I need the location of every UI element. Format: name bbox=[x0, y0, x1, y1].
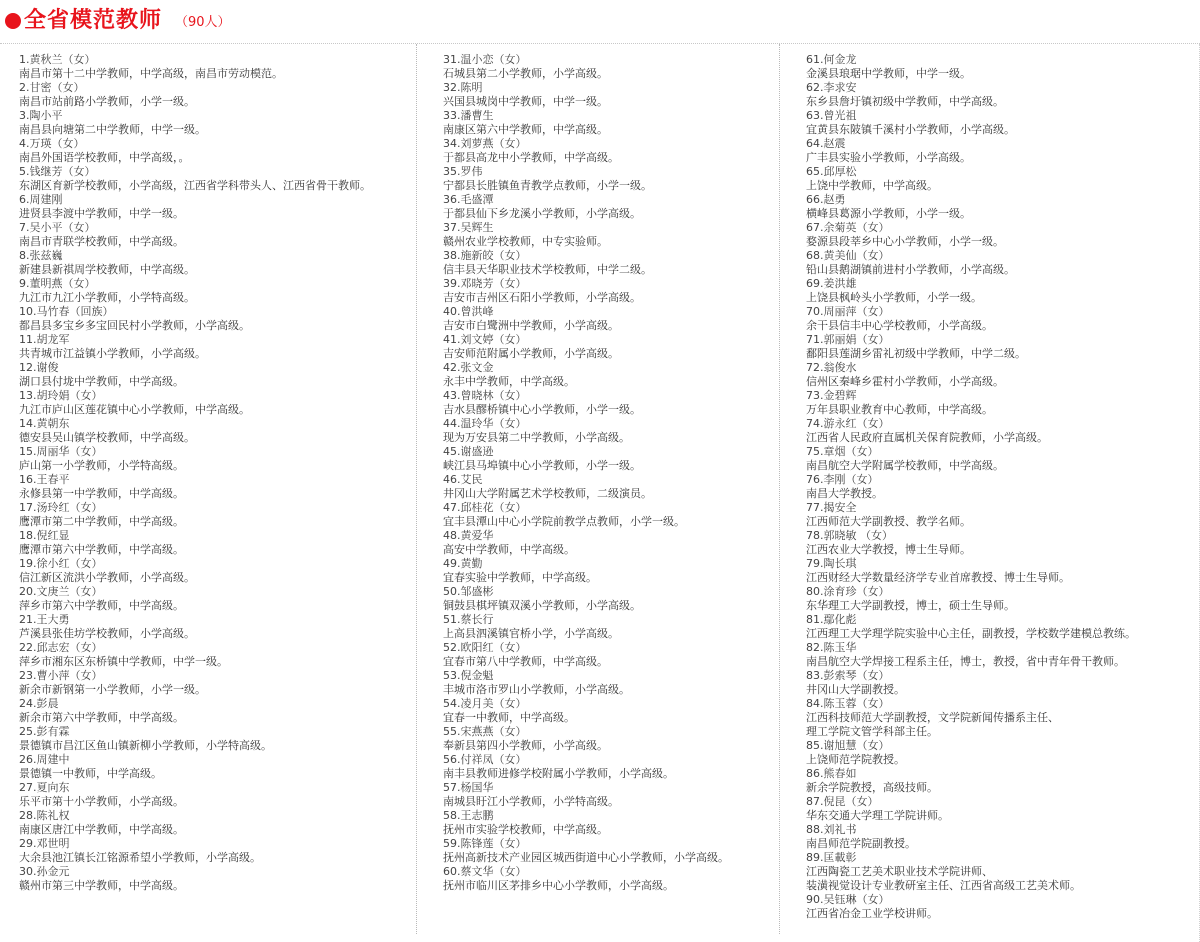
teacher-name: 18.倪红显 bbox=[19, 529, 70, 542]
teacher-entry bbox=[806, 305, 1178, 333]
teacher-description: 鹰潭市第六中学教师，中学高级。 bbox=[19, 543, 184, 556]
teacher-description: 永丰中学教师，中学高级。 bbox=[443, 375, 575, 388]
teacher-description: 兴国县城岗中学教师，中学一级。 bbox=[443, 95, 608, 108]
teacher-name: 88.刘礼书 bbox=[806, 823, 857, 836]
teacher-entry bbox=[443, 613, 815, 641]
teacher-description: 上饶县枫岭头小学教师，小学一级。 bbox=[806, 291, 982, 304]
teacher-name: 26.周建中 bbox=[19, 753, 70, 766]
teacher-description: 吉安师范附属小学教师，小学高级。 bbox=[443, 347, 619, 360]
teacher-description: 南昌大学教授。 bbox=[806, 487, 883, 500]
teacher-name: 13.胡玲娟（女） bbox=[19, 389, 103, 402]
teacher-entry bbox=[443, 725, 815, 753]
teacher-name: 71.郭丽娟（女） bbox=[806, 333, 890, 346]
teacher-name: 34.刘萝燕（女） bbox=[443, 137, 527, 150]
teacher-description: 景德镇市昌江区鱼山镇新柳小学教师，小学特高级。 bbox=[19, 739, 272, 752]
teacher-entry bbox=[806, 473, 1178, 501]
teacher-description: 宜春实验中学教师，中学高级。 bbox=[443, 571, 597, 584]
teacher-description: 新余市新钢第一小学教师，小学一级。 bbox=[19, 683, 206, 696]
teacher-description: 横峰县葛源小学教师，小学一级。 bbox=[806, 207, 971, 220]
teacher-name: 59.陈锋莲（女） bbox=[443, 837, 527, 850]
teacher-entry bbox=[19, 697, 391, 725]
teacher-list-column-2 bbox=[443, 53, 815, 893]
teacher-entry bbox=[806, 669, 1178, 697]
teacher-name: 45.谢盛逊 bbox=[443, 445, 494, 458]
teacher-name: 8.张兹巍 bbox=[19, 249, 63, 262]
teacher-entry bbox=[443, 809, 815, 837]
teacher-description: 华东交通大学理工学院讲师。 bbox=[806, 809, 949, 822]
teacher-entry bbox=[19, 193, 391, 221]
teacher-description: 南城县盱江小学教师，小学特高级。 bbox=[443, 795, 619, 808]
teacher-description: 宜春市第八中学教师，中学高级。 bbox=[443, 655, 608, 668]
teacher-name: 87.倪昆（女） bbox=[806, 795, 879, 808]
teacher-name: 50.邹盛彬 bbox=[443, 585, 494, 598]
teacher-entry bbox=[19, 249, 391, 277]
teacher-entry bbox=[806, 445, 1178, 473]
teacher-name: 89.匡載彰 bbox=[806, 851, 857, 864]
teacher-description: 宜春一中教师，中学高级。 bbox=[443, 711, 575, 724]
teacher-entry bbox=[806, 137, 1178, 165]
teacher-entry bbox=[443, 837, 815, 865]
teacher-entry bbox=[443, 333, 815, 361]
teacher-entry bbox=[806, 893, 1178, 921]
teacher-description: 丰城市洛市罗山小学教师，小学高级。 bbox=[443, 683, 630, 696]
teacher-name: 15.周丽华（女） bbox=[19, 445, 103, 458]
teacher-entry bbox=[806, 277, 1178, 305]
teacher-entry bbox=[19, 221, 391, 249]
teacher-name: 23.曹小萍（女） bbox=[19, 669, 103, 682]
teacher-name: 49.黄勤 bbox=[443, 557, 483, 570]
teacher-entry bbox=[19, 781, 391, 809]
teacher-name: 11.胡龙军 bbox=[19, 333, 70, 346]
teacher-entry bbox=[806, 795, 1178, 823]
teacher-name: 31.温小恋（女） bbox=[443, 53, 527, 66]
teacher-name: 39.邓晓芳（女） bbox=[443, 277, 527, 290]
teacher-entry bbox=[19, 809, 391, 837]
teacher-description: 东乡县詹圩镇初级中学教师，中学高级。 bbox=[806, 95, 1004, 108]
teacher-name: 75.章烟（女） bbox=[806, 445, 879, 458]
teacher-description: 鄱阳县莲湖乡雷礼初级中学教师，中学二级。 bbox=[806, 347, 1026, 360]
teacher-entry bbox=[443, 753, 815, 781]
teacher-entry bbox=[806, 529, 1178, 557]
teacher-name: 90.吴钰琳（女） bbox=[806, 893, 890, 906]
teacher-description: 井冈山大学附属艺术学校教师，二级演员。 bbox=[443, 487, 652, 500]
teacher-description: 德安县吴山镇学校教师，中学高级。 bbox=[19, 431, 195, 444]
teacher-name: 9.董明燕（女） bbox=[19, 277, 96, 290]
teacher-name: 37.吴辉生 bbox=[443, 221, 494, 234]
teacher-description: 抚州市临川区茅排乡中心小学教师，小学高级。 bbox=[443, 879, 674, 892]
section-title: 全省模范教师 bbox=[24, 8, 163, 33]
teacher-name: 62.李求安 bbox=[806, 81, 857, 94]
teacher-name: 82.陈玉华 bbox=[806, 641, 857, 654]
teacher-entry bbox=[443, 81, 815, 109]
teacher-entry bbox=[19, 613, 391, 641]
teacher-entry bbox=[806, 333, 1178, 361]
teacher-entry bbox=[443, 305, 815, 333]
teacher-name: 70.周丽萍（女） bbox=[806, 305, 890, 318]
teacher-name: 14.黄朝东 bbox=[19, 417, 70, 430]
teacher-description: 南昌县向塘第二中学教师，中学一级。 bbox=[19, 123, 206, 136]
teacher-name: 46.艾民 bbox=[443, 473, 483, 486]
teacher-description: 抚州高新技术产业园区城西街道中心小学教师，小学高级。 bbox=[443, 851, 729, 864]
teacher-description: 奉新县第四小学教师，小学高级。 bbox=[443, 739, 608, 752]
teacher-description: 信州区秦峰乡霍村小学教师，小学高级。 bbox=[806, 375, 1004, 388]
teacher-description: 江西理工大学理学院实验中心主任，副教授，学校数学建模总教练。 bbox=[806, 627, 1136, 640]
teacher-name: 51.蔡长行 bbox=[443, 613, 494, 626]
teacher-description: 井冈山大学副教授。 bbox=[806, 683, 905, 696]
teacher-description: 江西省冶金工业学校讲师。 bbox=[806, 907, 938, 920]
teacher-entry bbox=[806, 81, 1178, 109]
teacher-description: 新余市第六中学教师，中学高级。 bbox=[19, 711, 184, 724]
teacher-description: 宜黄县东陂镇千溪村小学教师，小学高级。 bbox=[806, 123, 1015, 136]
teacher-description: 南昌师范学院副教授。 bbox=[806, 837, 916, 850]
teacher-entry bbox=[19, 585, 391, 613]
teacher-description: 装潢视觉设计专业教研室主任、江西省高级工艺美术师。 bbox=[806, 879, 1081, 892]
teacher-name: 84.陈玉蓉（女） bbox=[806, 697, 890, 710]
teacher-description: 九江市庐山区莲花镇中心小学教师，中学高级。 bbox=[19, 403, 250, 416]
teacher-name: 47.邱桂花（女） bbox=[443, 501, 527, 514]
teacher-description: 铜鼓县棋坪镇双溪小学教师，小学高级。 bbox=[443, 599, 641, 612]
teacher-name: 1.黄秋兰（女） bbox=[19, 53, 96, 66]
teacher-description: 金溪县琅琚中学教师，中学一级。 bbox=[806, 67, 971, 80]
teacher-name: 56.付祥凤（女） bbox=[443, 753, 527, 766]
teacher-name: 67.余菊英（女） bbox=[806, 221, 890, 234]
teacher-description: 永修县第一中学教师，中学高级。 bbox=[19, 487, 184, 500]
red-bullet-icon bbox=[5, 13, 21, 29]
teacher-entry bbox=[19, 305, 391, 333]
teacher-name: 20.文庚兰（女） bbox=[19, 585, 103, 598]
teacher-name: 22.邱志宏（女） bbox=[19, 641, 103, 654]
teacher-entry bbox=[443, 165, 815, 193]
teacher-description: 江西农业大学教授，博士生导师。 bbox=[806, 543, 971, 556]
teacher-name: 32.陈明 bbox=[443, 81, 483, 94]
teacher-entry bbox=[19, 473, 391, 501]
teacher-description: 南丰县教师进修学校附属小学教师，小学高级。 bbox=[443, 767, 674, 780]
teacher-name: 25.彭有霖 bbox=[19, 725, 70, 738]
teacher-description: 上高县泗溪镇官桥小学，小学高级。 bbox=[443, 627, 619, 640]
teacher-description: 南康区唐江中学教师，中学高级。 bbox=[19, 823, 184, 836]
teacher-name: 43.曾晓林（女） bbox=[443, 389, 527, 402]
teacher-name: 64.赵震 bbox=[806, 137, 846, 150]
teacher-entry bbox=[443, 417, 815, 445]
teacher-description: 江西财经大学数量经济学专业首席教授、博士生导师。 bbox=[806, 571, 1070, 584]
teacher-entry bbox=[443, 361, 815, 389]
teacher-entry bbox=[806, 585, 1178, 613]
teacher-entry bbox=[19, 725, 391, 753]
teacher-name: 68.黄美仙（女） bbox=[806, 249, 890, 262]
teacher-entry bbox=[443, 501, 815, 529]
teacher-name: 66.赵勇 bbox=[806, 193, 846, 206]
teacher-entry bbox=[806, 851, 1178, 893]
teacher-description: 萍乡市湘东区东桥镇中学教师，中学一级。 bbox=[19, 655, 228, 668]
teacher-entry bbox=[443, 193, 815, 221]
teacher-description: 共青城市江益镇小学教师，小学高级。 bbox=[19, 347, 206, 360]
teacher-description: 抚州市实验学校教师，中学高级。 bbox=[443, 823, 608, 836]
teacher-name: 60.蔡文华（女） bbox=[443, 865, 527, 878]
teacher-entry bbox=[19, 501, 391, 529]
teacher-entry bbox=[443, 137, 815, 165]
teacher-name: 41.刘文婷（女） bbox=[443, 333, 527, 346]
teacher-name: 52.欧阳红（女） bbox=[443, 641, 527, 654]
teacher-description: 吉安市吉州区石阳小学教师，小学高级。 bbox=[443, 291, 641, 304]
teacher-entry bbox=[443, 585, 815, 613]
teacher-description: 理工学院文管学科部主任。 bbox=[806, 725, 938, 738]
teacher-entry bbox=[806, 249, 1178, 277]
teacher-entry bbox=[19, 137, 391, 165]
teacher-description: 大余县池江镇长江铭源希望小学教师，小学高级。 bbox=[19, 851, 261, 864]
teacher-entry bbox=[443, 109, 815, 137]
teacher-name: 6.周建刚 bbox=[19, 193, 63, 206]
teacher-entry bbox=[443, 389, 815, 417]
teacher-name: 55.宋燕燕（女） bbox=[443, 725, 527, 738]
teacher-name: 78.郭晓敏 （女） bbox=[806, 529, 893, 542]
teacher-name: 80.涂育珍（女） bbox=[806, 585, 890, 598]
teacher-name: 28.陈礼权 bbox=[19, 809, 70, 822]
teacher-name: 30.孙金元 bbox=[19, 865, 70, 878]
teacher-entry bbox=[806, 641, 1178, 669]
teacher-name: 73.金碧辉 bbox=[806, 389, 857, 402]
teacher-name: 3.陶小平 bbox=[19, 109, 63, 122]
teacher-entry bbox=[19, 53, 391, 81]
teacher-name: 85.谢旭慧（女） bbox=[806, 739, 890, 752]
teacher-name: 16.王春平 bbox=[19, 473, 70, 486]
teacher-description: 萍乡市第六中学教师，中学高级。 bbox=[19, 599, 184, 612]
teacher-entry bbox=[806, 389, 1178, 417]
teacher-description: 南昌航空大学焊接工程系主任，博士，教授，省中青年骨干教师。 bbox=[806, 655, 1125, 668]
teacher-description: 南昌市第十二中学教师，中学高级，南昌市劳动模范。 bbox=[19, 67, 283, 80]
teacher-description: 广丰县实验小学教师，小学高级。 bbox=[806, 151, 971, 164]
teacher-name: 76.李刚（女） bbox=[806, 473, 879, 486]
teacher-name: 81.鄢化彪 bbox=[806, 613, 857, 626]
teacher-name: 17.汤玲红（女） bbox=[19, 501, 103, 514]
teacher-entry bbox=[19, 557, 391, 585]
teacher-description: 信江新区流洪小学教师，小学高级。 bbox=[19, 571, 195, 584]
teacher-description: 万年县职业教育中心教师，中学高级。 bbox=[806, 403, 993, 416]
teacher-name: 69.姜洪雄 bbox=[806, 277, 857, 290]
teacher-name: 74.游永红（女） bbox=[806, 417, 890, 430]
teacher-description: 乐平市第十小学教师，小学高级。 bbox=[19, 795, 184, 808]
teacher-list-column-1 bbox=[19, 53, 391, 893]
teacher-entry bbox=[443, 865, 815, 893]
teacher-description: 南昌外国语学校教师，中学高级，。 bbox=[19, 151, 190, 164]
teacher-description: 吉安市白鹭洲中学教师，小学高级。 bbox=[443, 319, 619, 332]
teacher-name: 77.揭安全 bbox=[806, 501, 857, 514]
teacher-name: 21.王大勇 bbox=[19, 613, 70, 626]
teacher-description: 南昌市青联学校教师，中学高级。 bbox=[19, 235, 184, 248]
teacher-entry bbox=[443, 277, 815, 305]
teacher-name: 12.谢俊 bbox=[19, 361, 59, 374]
teacher-name: 42.张文金 bbox=[443, 361, 494, 374]
teacher-name: 29.邓世明 bbox=[19, 837, 70, 850]
teacher-description: 高安中学教师，中学高级。 bbox=[443, 543, 575, 556]
teacher-entry bbox=[806, 53, 1178, 81]
teacher-name: 61.何金龙 bbox=[806, 53, 857, 66]
teacher-name: 33.潘曹生 bbox=[443, 109, 494, 122]
teacher-list-column-3 bbox=[806, 53, 1178, 921]
teacher-name: 10.马竹春（回族） bbox=[19, 305, 114, 318]
section-header bbox=[0, 0, 1200, 44]
teacher-name: 79.陶长琪 bbox=[806, 557, 857, 570]
teacher-description: 景德镇一中教师，中学高级。 bbox=[19, 767, 162, 780]
teacher-name: 35.罗伟 bbox=[443, 165, 483, 178]
teacher-description: 上饶师范学院教授。 bbox=[806, 753, 905, 766]
teacher-entry bbox=[19, 865, 391, 893]
teacher-entry bbox=[443, 557, 815, 585]
teacher-description: 南昌市站前路小学教师，小学一级。 bbox=[19, 95, 195, 108]
teacher-description: 宜丰县潭山中心小学院前教学点教师，小学一级。 bbox=[443, 515, 685, 528]
teacher-entry bbox=[443, 445, 815, 473]
teacher-entry bbox=[443, 249, 815, 277]
teacher-entry bbox=[19, 81, 391, 109]
teacher-description: 江西陶瓷工艺美术职业技术学院讲师、 bbox=[806, 865, 993, 878]
teacher-entry bbox=[443, 221, 815, 249]
teacher-description: 南康区第六中学教师，中学高级。 bbox=[443, 123, 608, 136]
teacher-name: 65.邱厚松 bbox=[806, 165, 857, 178]
teacher-name: 19.徐小红（女） bbox=[19, 557, 103, 570]
teacher-entry bbox=[19, 277, 391, 305]
teacher-entry bbox=[806, 221, 1178, 249]
teacher-name: 2.甘密（女） bbox=[19, 81, 85, 94]
teacher-description: 都昌县多宝乡多宝回民村小学教师，小学高级。 bbox=[19, 319, 250, 332]
teacher-name: 44.温玲华（女） bbox=[443, 417, 527, 430]
teacher-entry bbox=[19, 641, 391, 669]
teacher-name: 63.曾光祖 bbox=[806, 109, 857, 122]
teacher-description: 上饶中学教师，中学高级。 bbox=[806, 179, 938, 192]
teacher-name: 83.彭索琴（女） bbox=[806, 669, 890, 682]
teacher-entry bbox=[19, 445, 391, 473]
teacher-description: 新余学院教授，高级技师。 bbox=[806, 781, 938, 794]
teacher-entry bbox=[806, 557, 1178, 585]
teacher-description: 新建县新祺周学校教师，中学高级。 bbox=[19, 263, 195, 276]
teacher-entry bbox=[806, 767, 1178, 795]
teacher-entry bbox=[443, 669, 815, 697]
teacher-name: 54.凌月美（女） bbox=[443, 697, 527, 710]
column-divider bbox=[416, 44, 417, 934]
teacher-entry bbox=[806, 417, 1178, 445]
teacher-name: 4.万瑛（女） bbox=[19, 137, 85, 150]
teacher-entry bbox=[806, 823, 1178, 851]
teacher-name: 72.翁俊水 bbox=[806, 361, 857, 374]
teacher-name: 27.夏向东 bbox=[19, 781, 70, 794]
teacher-description: 余干县信丰中心学校教师，小学高级。 bbox=[806, 319, 993, 332]
teacher-entry bbox=[806, 109, 1178, 137]
teacher-name: 40.曾洪峰 bbox=[443, 305, 494, 318]
teacher-description: 石城县第二小学教师，小学高级。 bbox=[443, 67, 608, 80]
teacher-entry bbox=[443, 529, 815, 557]
teacher-description: 进贤县李渡中学教师，中学一级。 bbox=[19, 207, 184, 220]
teacher-description: 赣州市第三中学教师，中学高级。 bbox=[19, 879, 184, 892]
teacher-description: 于都县高龙中小学教师，中学高级。 bbox=[443, 151, 619, 164]
teacher-description: 现为万安县第二中学教师，小学高级。 bbox=[443, 431, 630, 444]
teacher-description: 鹰潭市第二中学教师，中学高级。 bbox=[19, 515, 184, 528]
teacher-description: 江西师范大学副教授、教学名师。 bbox=[806, 515, 971, 528]
teacher-entry bbox=[19, 837, 391, 865]
teacher-entry bbox=[19, 109, 391, 137]
teacher-entry bbox=[806, 501, 1178, 529]
teacher-description: 江西省人民政府直属机关保育院教师，小学高级。 bbox=[806, 431, 1048, 444]
teacher-name: 38.施新皎（女） bbox=[443, 249, 527, 262]
teacher-description: 东华理工大学副教授，博士，硕士生导师。 bbox=[806, 599, 1015, 612]
teacher-description: 南昌航空大学附属学校教师，中学高级。 bbox=[806, 459, 1004, 472]
teacher-entry bbox=[806, 697, 1178, 739]
teacher-description: 婺源县段莘乡中心小学教师，小学一级。 bbox=[806, 235, 1004, 248]
teacher-name: 58.王志鹏 bbox=[443, 809, 494, 822]
teacher-description: 江西科技师范大学副教授，文学院新闻传播系主任、 bbox=[806, 711, 1059, 724]
teacher-description: 吉水县醪桥镇中心小学教师，小学一级。 bbox=[443, 403, 641, 416]
teacher-name: 48.黄爱华 bbox=[443, 529, 494, 542]
teacher-entry bbox=[806, 193, 1178, 221]
teacher-entry bbox=[443, 781, 815, 809]
teacher-count: （90人） bbox=[175, 15, 231, 30]
teacher-entry bbox=[806, 739, 1178, 767]
teacher-description: 庐山第一小学教师，小学特高级。 bbox=[19, 459, 184, 472]
teacher-description: 芦溪县张佳坊学校教师，小学高级。 bbox=[19, 627, 195, 640]
teacher-name: 86.熊春如 bbox=[806, 767, 857, 780]
teacher-entry bbox=[806, 165, 1178, 193]
teacher-entry bbox=[806, 613, 1178, 641]
teacher-entry bbox=[443, 473, 815, 501]
teacher-description: 于都县仙下乡龙溪小学教师，小学高级。 bbox=[443, 207, 641, 220]
teacher-name: 53.倪金魁 bbox=[443, 669, 494, 682]
teacher-description: 九江市九江小学教师，小学特高级。 bbox=[19, 291, 195, 304]
teacher-entry bbox=[19, 753, 391, 781]
teacher-description: 宁都县长胜镇鱼青教学点教师，小学一级。 bbox=[443, 179, 652, 192]
teacher-name: 57.杨国华 bbox=[443, 781, 494, 794]
teacher-name: 24.彭晨 bbox=[19, 697, 59, 710]
teacher-description: 铅山县鹅湖镇前进村小学教师，小学高级。 bbox=[806, 263, 1015, 276]
teacher-entry bbox=[19, 165, 391, 193]
teacher-description: 峡江县马埠镇中心小学教师，小学一级。 bbox=[443, 459, 641, 472]
teacher-description: 湖口县付垅中学教师，中学高级。 bbox=[19, 375, 184, 388]
teacher-entry bbox=[19, 669, 391, 697]
teacher-name: 36.毛盛潭 bbox=[443, 193, 494, 206]
teacher-name: 5.钱继芳（女） bbox=[19, 165, 96, 178]
teacher-entry bbox=[19, 389, 391, 417]
teacher-entry bbox=[806, 361, 1178, 389]
teacher-description: 赣州农业学校教师，中专实验师。 bbox=[443, 235, 608, 248]
teacher-entry bbox=[19, 333, 391, 361]
teacher-entry bbox=[19, 529, 391, 557]
teacher-name: 7.吴小平（女） bbox=[19, 221, 96, 234]
teacher-description: 东湖区育新学校教师，小学高级，江西省学科带头人、江西省骨干教师。 bbox=[19, 179, 371, 192]
teacher-entry bbox=[443, 697, 815, 725]
teacher-entry bbox=[19, 361, 391, 389]
teacher-entry bbox=[19, 417, 391, 445]
teacher-description: 信丰县天华职业技术学校教师，中学二级。 bbox=[443, 263, 652, 276]
teacher-entry bbox=[443, 53, 815, 81]
teacher-entry bbox=[443, 641, 815, 669]
